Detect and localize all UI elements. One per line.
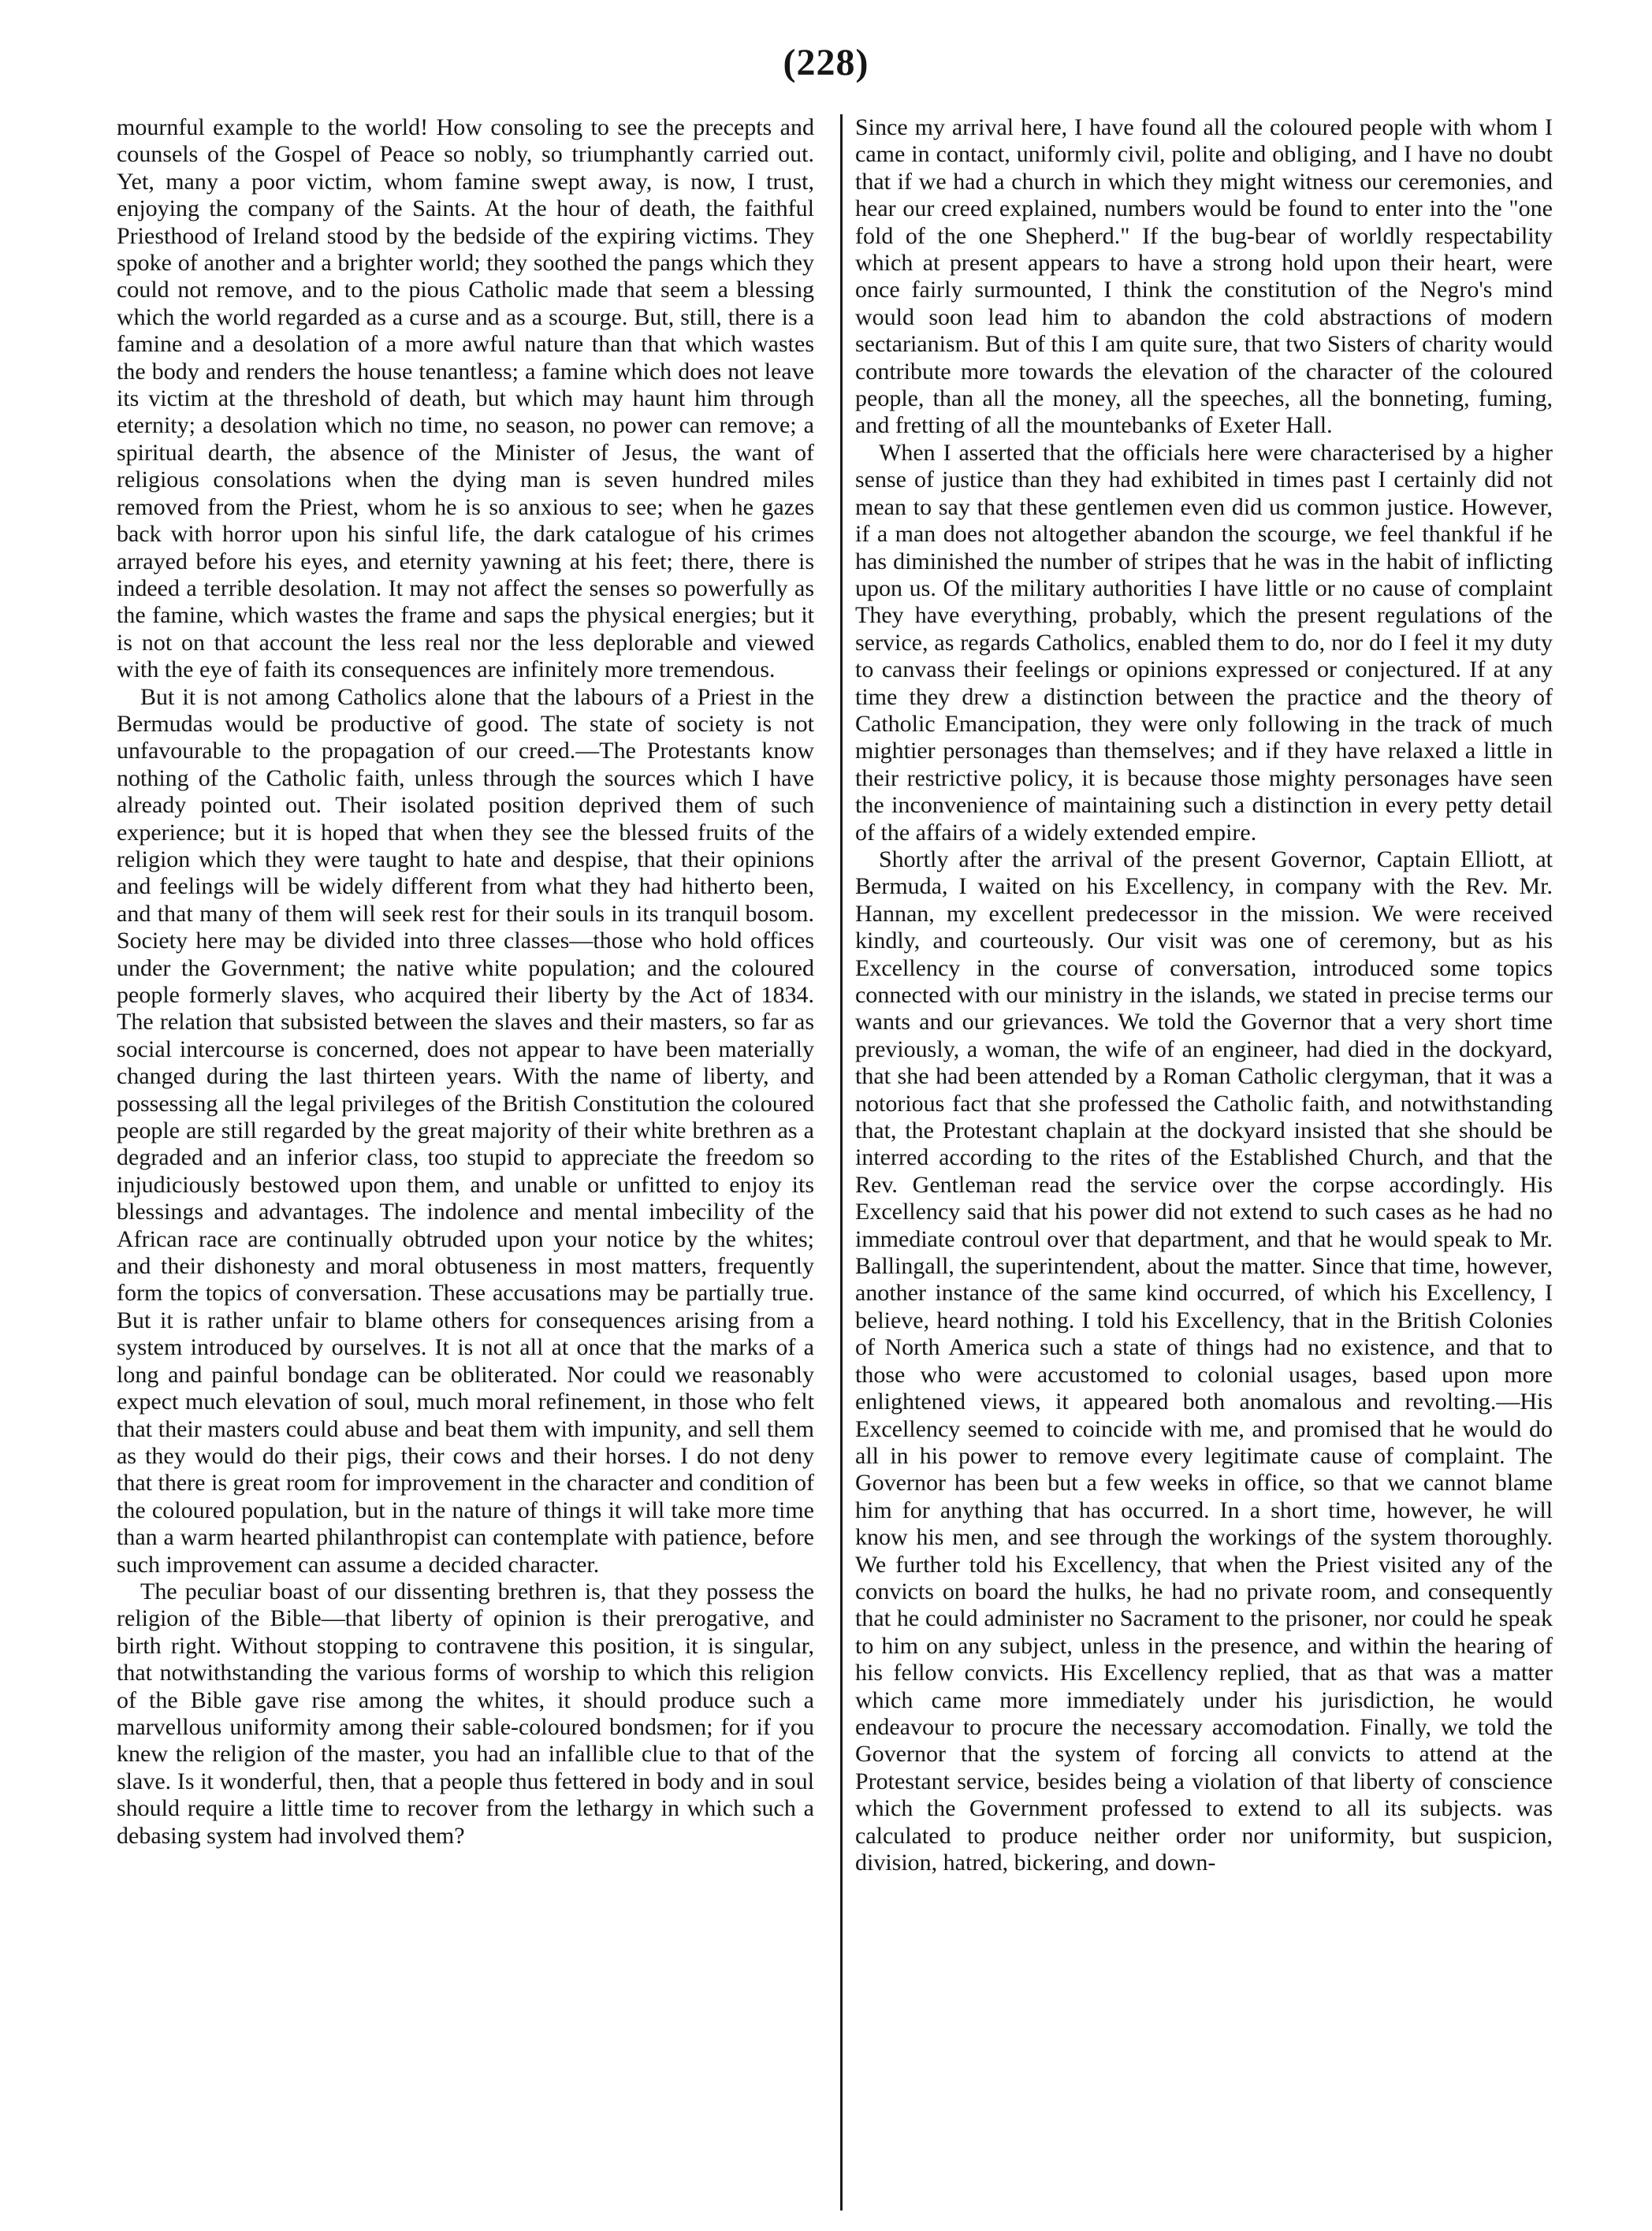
left-column bbox=[117, 114, 814, 1850]
left-paragraph-3: The peculiar boast of our dissenting brethren is, that they possess the religion of the Bible—that liberty of opinion is their prerogative, and birth right. Without stopping to contravene this position, it is singular, that notwithstanding the various forms of worship to which this religion of the Bible gave rise among the whites, it should produce such a marvellous uniformity among their sable-coloured bondsmen; for if you knew the religion of the master, you had an infallible clue to that of the slave. Is it wonderful, then, that a people thus fettered in body and in soul should require a little time to recover from the lethargy in which such a debasing system had involved them? bbox=[117, 1578, 814, 1849]
right-paragraph-2: When I asserted that the officials here were characterised by a higher sense of justice than they had exhibited in times past I certainly did not mean to say that these gentlemen even did us common justice. However, if a man does not altogether abandon the scourge, we feel thankful if he has diminished the number of stripes that he was in the habit of inflicting upon us. Of the military authorities I have little or no cause of complaint They have everything, probably, which the present regulations of the service, as regards Catholics, enabled them to do, nor do I feel it my duty to canvass their feelings or opinions expressed or conjectured. If at any time they drew a distinction between the practice and the theory of Catholic Emancipation, they were only following in the track of much mightier personages than themselves; and if they have relaxed a little in their restrictive policy, it is because those mighty personages have seen the inconvenience of maintaining such a distinction in every petty detail of the affairs of a widely extended empire. bbox=[855, 439, 1553, 846]
left-paragraph-2: But it is not among Catholics alone that the labours of a Priest in the Bermudas would be productive of good. The state of society is not unfavourable to the propagation of our creed.—The Protestants know nothing of the Catholic faith, unless through the sources which I have already pointed out. Their isolated position deprived them of such experience; but it is hoped that when they see the blessed fruits of the religion which they were taught to hate and despise, that their opinions and feelings will be widely different from what they had hitherto been, and that many of them will seek rest for their souls in its tranquil bosom. Society here may be divided into three classes—those who hold offices under the Government; the native white population; and the coloured people formerly slaves, who acquired their liberty by the Act of 1834. The relation that subsisted between the slaves and their masters, so far as social intercourse is concerned, does not appear to have been materially changed during the last thirteen years. With the name of liberty, and possessing all the legal privileges of the British Constitution the coloured people are still regarded by the great majority of their white brethren as a degraded and an inferior class, too stupid to appreciate the freedom so injudiciously bestowed upon them, and unable or unfitted to enjoy its blessings and advantages. The indolence and mental imbecility of the African race are continually obtruded upon your notice by the whites; and their dishonesty and moral obtuseness in most matters, frequently form the topics of conversation. These accusations may be partially true. But it is rather unfair to blame others for consequences arising from a system introduced by ourselves. It is not all at once that the marks of a long and painful bondage can be obliterated. Nor could we reasonably expect much elevation of soul, much moral refinement, in those who felt that their masters could abuse and beat them with impunity, and sell them as they would do their pigs, their cows and their horses. I do not deny that there is great room for improvement in the character and condition of the coloured population, but in the nature of things it will take more time than a warm hearted philanthropist can contemplate with patience, before such improvement can assume a decided character. bbox=[117, 683, 814, 1578]
left-paragraph-1: mournful example to the world! How consoling to see the precepts and counsels of the Gospel of Peace so nobly, so triumphantly carried out. Yet, many a poor victim, whom famine swept away, is now, I trust, enjoying the company of the Saints. At the hour of death, the faithful Priesthood of Ireland stood by the bedside of the expiring victims. They spoke of another and a brighter world; they soothed the pangs which they could not remove, and to the pious Catholic made that seem a blessing which the world regarded as a curse and as a scourge. But, still, there is a famine and a desolation of a more awful nature than that which wastes the body and renders the house tenantless; a famine which does not leave its victim at the threshold of death, but which may haunt him through eternity; a desolation which no time, no season, no power can remove; a spiritual dearth, the absence of the Minister of Jesus, the want of religious consolations when the dying man is seven hundred miles removed from the Priest, whom he is so anxious to see; when he gazes back with horror upon his sinful life, the dark catalogue of his crimes arrayed before his eyes, and eternity yawning at his feet; there, there is indeed a terrible desolation. It may not affect the senses so powerfully as the famine, which wastes the frame and saps the physical energies; but it is not on that account the less real nor the less deplorable and viewed with the eye of faith its consequences are infinitely more tremendous. bbox=[117, 114, 814, 683]
column-divider bbox=[840, 114, 843, 2211]
page-number: (228) bbox=[783, 42, 869, 84]
right-paragraph-3: Shortly after the arrival of the present Governor, Captain Elliott, at Bermuda, I waited on his Excellency, in company with the Rev. Mr. Hannan, my excellent predecessor in the mission. We were received kindly, and courteously. Our visit was one of ceremony, but as his Excellency in the course of conversation, introduced some topics connected with our ministry in the islands, we stated in precise terms our wants and our grievances. We told the Governor that a very short time previously, a woman, the wife of an engineer, had died in the dockyard, that she had been attended by a Roman Catholic clergyman, that it was a notorious fact that she professed the Catholic faith, and notwithstanding that, the Protestant chaplain at the dockyard insisted that she should be interred according to the rites of the Established Church, and that the Rev. Gentleman read the service over the corpse accordingly. His Excellency said that his power did not extend to such cases as he had no immediate controul over that department, and that he would speak to Mr. Ballingall, the superintendent, about the matter. Since that time, however, another instance of the same kind occurred, of which his Excellency, I believe, heard nothing. I told his Excellency, that in the British Colonies of North America such a state of things had no existence, and that to those who were accustomed to colonial usages, based upon more enlightened views, it appeared both anomalous and revolting.—His Excellency seemed to coincide with me, and promised that he would do all in his power to remove every legitimate cause of complaint. The Governor has been but a few weeks in office, so that we cannot blame him for anything that has occurred. In a short time, however, he will know his men, and see through the workings of the system thoroughly. We further told his Excellency, that when the Priest visited any of the convicts on board the hulks, he had no private room, and consequently that he could administer no Sacrament to the prisoner, nor could he speak to him on any subject, unless in the presence, and within the hearing of his fellow convicts. His Excellency replied, that as that was a matter which came more immediately under his jurisdiction, he would endeavour to procure the necessary accomodation. Finally, we told the Governor that the system of forcing all convicts to attend at the Protestant service, besides being a violation of that liberty of conscience which the Government professed to extend to all its subjects. was calculated to produce neither order nor uniformity, but suspicion, division, hatred, bickering, and down- bbox=[855, 846, 1553, 1876]
right-paragraph-1: Since my arrival here, I have found all the coloured people with whom I came in contact, uniformly civil, polite and obliging, and I have no doubt that if we had a church in which they might witness our ceremonies, and hear our creed explained, numbers would be found to enter into the "one fold of the one Shepherd." If the bug-bear of worldly respectability which at present appears to have a strong hold upon their heart, were once fairly surmounted, I think the constitution of the Negro's mind would soon lead him to abandon the cold abstractions of modern sectarianism. But of this I am quite sure, that two Sisters of charity would contribute more towards the elevation of the character of the coloured people, than all the money, all the speeches, all the bonneting, fuming, and fretting of all the mountebanks of Exeter Hall. bbox=[855, 114, 1553, 439]
right-column bbox=[855, 114, 1553, 1876]
